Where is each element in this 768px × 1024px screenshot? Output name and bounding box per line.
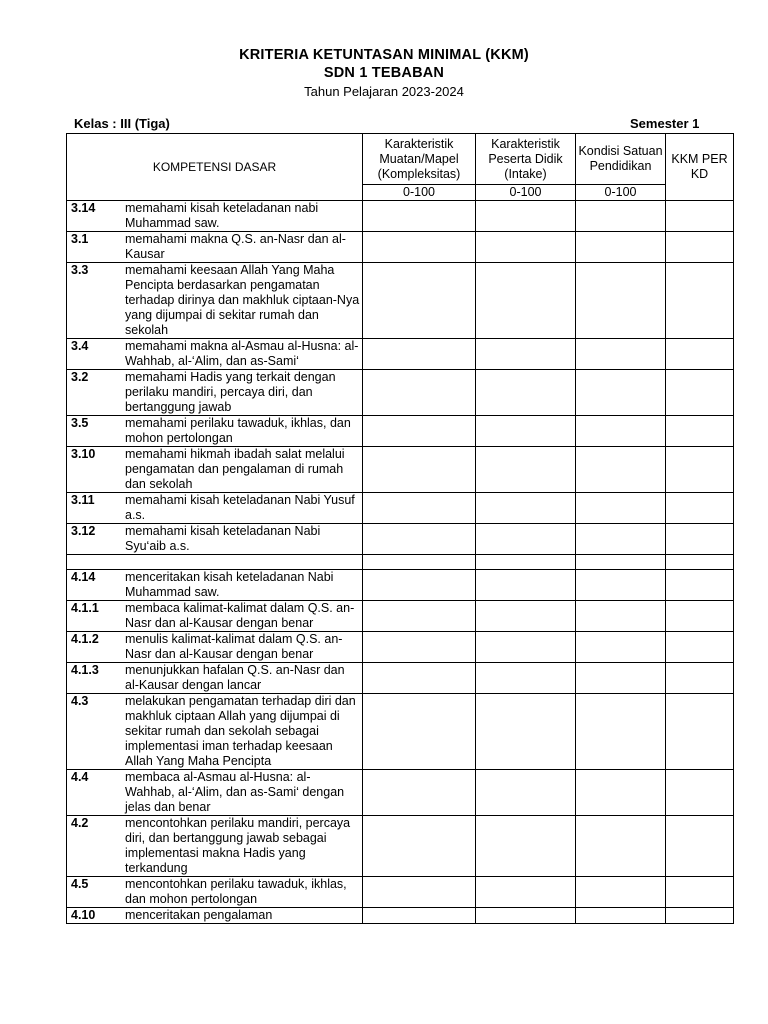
table-row — [67, 601, 734, 632]
school-name: SDN 1 TEBABAN — [323, 65, 445, 81]
peserta-cell — [476, 816, 576, 877]
kd-description: menceritakan kisah keteladanan Nabi Muhammad saw. — [125, 570, 334, 599]
kd-cell — [67, 524, 363, 555]
kkm-cell — [666, 447, 734, 493]
kondisi-cell — [576, 816, 666, 877]
kondisi-cell — [576, 493, 666, 524]
kondisi-cell — [576, 339, 666, 370]
kd-number: 4.2 — [71, 816, 89, 830]
kondisi-cell — [576, 601, 666, 632]
header-peserta: Karakteristik Peserta Didik (Intake) — [476, 134, 576, 185]
kd-cell — [67, 663, 363, 694]
table-row — [67, 339, 734, 370]
kd-cell — [67, 632, 363, 663]
kkm-cell — [666, 555, 734, 570]
kd-description: memahami kisah keteladanan Nabi Yusuf a.s. — [125, 493, 355, 522]
kd-description: memahami kisah keteladanan Nabi Syu‘aib a.s. — [125, 524, 321, 553]
kd-number: 3.2 — [71, 370, 89, 384]
peserta-cell — [476, 370, 576, 416]
kd-description: menceritakan pengalaman — [125, 908, 273, 922]
kkm-cell — [666, 770, 734, 816]
kd-description: mencontohkan perilaku tawaduk, ikhlas, dan mohon pertolongan — [125, 877, 347, 906]
kd-number: 4.10 — [71, 908, 96, 922]
muatan-cell — [363, 770, 476, 816]
table-row — [67, 694, 734, 770]
kd-number: 4.1.1 — [71, 601, 99, 615]
kkm-cell — [666, 570, 734, 601]
kondisi-cell — [576, 694, 666, 770]
table-row — [67, 263, 734, 339]
kd-number: 3.1 — [71, 232, 89, 246]
muatan-cell — [363, 632, 476, 663]
kondisi-cell — [576, 524, 666, 555]
kd-number: 4.1.2 — [71, 632, 99, 646]
semester-label: Semester 1 — [630, 116, 700, 131]
table-row — [67, 570, 734, 601]
muatan-cell — [363, 263, 476, 339]
kd-description: mencontohkan perilaku mandiri, percaya diri, dan bertanggung jawab sebagai implementasi makna Hadis yang terkandung — [125, 816, 351, 875]
kd-number: 3.12 — [71, 524, 96, 538]
kondisi-cell — [576, 201, 666, 232]
peserta-cell — [476, 447, 576, 493]
kd-description: memahami kisah keteladanan nabi Muhammad saw. — [125, 201, 319, 230]
muatan-cell — [363, 816, 476, 877]
kkm-cell — [666, 232, 734, 263]
kd-cell — [67, 493, 363, 524]
kd-description: memahami hikmah ibadah salat melalui pengamatan dan pengalaman di rumah dan sekolah — [125, 447, 345, 491]
kkm-cell — [666, 201, 734, 232]
kkm-cell — [666, 694, 734, 770]
range-peserta: 0-100 — [476, 185, 576, 201]
kd-description: memahami makna Q.S. an-Nasr dan al-Kausar — [125, 232, 346, 261]
header-kompetensi-dasar: KOMPETENSI DASAR — [67, 134, 363, 201]
kd-cell — [67, 601, 363, 632]
kd-cell — [67, 201, 363, 232]
kkm-table — [66, 133, 734, 924]
muatan-cell — [363, 555, 476, 570]
table-row — [67, 201, 734, 232]
kkm-cell — [666, 632, 734, 663]
table-row — [67, 632, 734, 663]
kkm-cell — [666, 908, 734, 924]
kd-cell — [67, 370, 363, 416]
muatan-cell — [363, 694, 476, 770]
range-kondisi: 0-100 — [576, 185, 666, 201]
kondisi-cell — [576, 447, 666, 493]
kd-number: 4.14 — [71, 570, 96, 584]
kkm-cell — [666, 663, 734, 694]
table-row — [67, 416, 734, 447]
muatan-cell — [363, 416, 476, 447]
kd-number: 4.1.3 — [71, 663, 99, 677]
kd-cell — [67, 877, 363, 908]
muatan-cell — [363, 493, 476, 524]
muatan-cell — [363, 908, 476, 924]
kondisi-cell — [576, 263, 666, 339]
kd-description: memahami keesaan Allah Yang Maha Pencipta berdasarkan pengamatan terhadap dirinya dan makhluk ciptaan-Nya yang dijumpai di sekitar rumah dan sekolah — [125, 263, 360, 337]
kd-cell — [67, 447, 363, 493]
kd-cell — [67, 816, 363, 877]
kd-description: membaca kalimat-kalimat dalam Q.S. an-Nasr dan al-Kausar dengan benar — [125, 601, 355, 630]
kd-cell — [67, 694, 363, 770]
peserta-cell — [476, 524, 576, 555]
table-row — [67, 370, 734, 416]
kkm-cell — [666, 816, 734, 877]
table-row — [67, 908, 734, 924]
peserta-cell — [476, 770, 576, 816]
kondisi-cell — [576, 908, 666, 924]
class-label: Kelas : III (Tiga) — [74, 116, 170, 131]
kondisi-cell — [576, 632, 666, 663]
peserta-cell — [476, 493, 576, 524]
kkm-cell — [666, 339, 734, 370]
kondisi-cell — [576, 663, 666, 694]
kd-cell — [67, 416, 363, 447]
kondisi-cell — [576, 416, 666, 447]
muatan-cell — [363, 601, 476, 632]
peserta-cell — [476, 632, 576, 663]
kkm-cell — [666, 601, 734, 632]
kd-number: 3.11 — [71, 493, 95, 507]
kd-number: 4.5 — [71, 877, 89, 891]
kkm-cell — [666, 263, 734, 339]
peserta-cell — [476, 201, 576, 232]
academic-year: Tahun Pelajaran 2023-2024 — [304, 84, 464, 99]
kd-description: melakukan pengamatan terhadap diri dan makhluk ciptaan Allah yang dijumpai di sekitar rumah dan sekolah sebagai implementasi iman terhadap keesaan Allah Yang Maha Pencipta — [125, 694, 356, 768]
range-muatan: 0-100 — [363, 185, 476, 201]
muatan-cell — [363, 201, 476, 232]
peserta-cell — [476, 263, 576, 339]
kondisi-cell — [576, 370, 666, 416]
peserta-cell — [476, 339, 576, 370]
header-row — [67, 134, 734, 185]
kd-cell — [67, 339, 363, 370]
peserta-cell — [476, 555, 576, 570]
kd-cell — [67, 908, 363, 924]
table-row — [67, 447, 734, 493]
peserta-cell — [476, 601, 576, 632]
header-muatan: Karakteristik Muatan/Mapel (Kompleksitas) — [363, 134, 476, 185]
muatan-cell — [363, 663, 476, 694]
table-row — [67, 524, 734, 555]
kd-cell — [67, 263, 363, 339]
kkm-cell — [666, 416, 734, 447]
peserta-cell — [476, 416, 576, 447]
kondisi-cell — [576, 570, 666, 601]
kkm-cell — [666, 370, 734, 416]
header-kkm-per-kd: KKM PER KD — [666, 134, 734, 201]
muatan-cell — [363, 447, 476, 493]
kd-description: memahami perilaku tawaduk, ikhlas, dan mohon pertolongan — [125, 416, 351, 445]
peserta-cell — [476, 570, 576, 601]
peserta-cell — [476, 663, 576, 694]
table-row — [67, 555, 734, 570]
kondisi-cell — [576, 555, 666, 570]
muatan-cell — [363, 570, 476, 601]
muatan-cell — [363, 339, 476, 370]
kd-description: menulis kalimat-kalimat dalam Q.S. an-Nasr dan al-Kausar dengan benar — [125, 632, 343, 661]
kd-description: menunjukkan hafalan Q.S. an-Nasr dan al-Kausar dengan lancar — [125, 663, 345, 692]
kd-number: 4.4 — [71, 770, 89, 784]
muatan-cell — [363, 524, 476, 555]
muatan-cell — [363, 370, 476, 416]
kd-number: 4.3 — [71, 694, 89, 708]
table-row — [67, 816, 734, 877]
kd-cell — [67, 555, 363, 570]
peserta-cell — [476, 694, 576, 770]
table-row — [67, 663, 734, 694]
muatan-cell — [363, 877, 476, 908]
kd-number: 3.3 — [71, 263, 89, 277]
table-row — [67, 493, 734, 524]
kd-number: 3.4 — [71, 339, 89, 353]
peserta-cell — [476, 232, 576, 263]
kd-description: memahami makna al-Asmau al-Husna: al-Wahhab, al-‘Alim, dan as-Sami‘ — [125, 339, 359, 368]
peserta-cell — [476, 908, 576, 924]
kd-description: membaca al-Asmau al-Husna: al-Wahhab, al-‘Alim, dan as-Sami‘ dengan jelas dan benar — [125, 770, 345, 814]
kd-number: 3.5 — [71, 416, 89, 430]
kd-number: 3.14 — [71, 201, 96, 215]
kd-description: memahami Hadis yang terkait dengan perilaku mandiri, percaya diri, dan bertanggung jawab — [125, 370, 336, 414]
kd-cell — [67, 232, 363, 263]
document-title: KRITERIA KETUNTASAN MINIMAL (KKM) — [239, 47, 529, 63]
table-row — [67, 232, 734, 263]
muatan-cell — [363, 232, 476, 263]
peserta-cell — [476, 877, 576, 908]
kondisi-cell — [576, 877, 666, 908]
kondisi-cell — [576, 232, 666, 263]
kkm-cell — [666, 493, 734, 524]
kkm-cell — [666, 524, 734, 555]
table-row — [67, 877, 734, 908]
kd-number: 3.10 — [71, 447, 96, 461]
table-row — [67, 770, 734, 816]
kondisi-cell — [576, 770, 666, 816]
kd-cell — [67, 570, 363, 601]
header-kondisi: Kondisi Satuan Pendidikan — [576, 134, 666, 185]
kkm-cell — [666, 877, 734, 908]
kd-cell — [67, 770, 363, 816]
